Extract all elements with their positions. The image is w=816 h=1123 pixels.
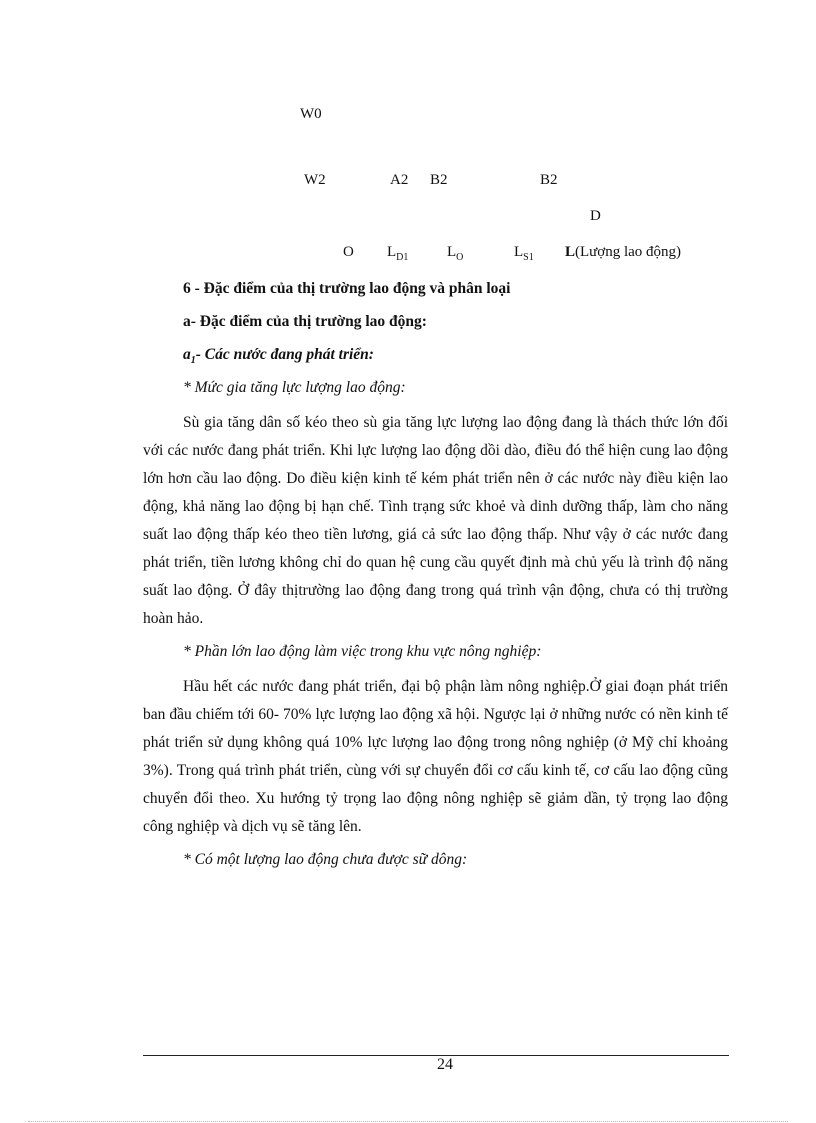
label-ld1: $L_{D1}$ [387,244,409,263]
document-body [143,276,728,881]
subheading-agriculture: * Phần lớn lao động làm việc trong khu vực nông nghiệp: [183,643,542,660]
label-l-axis: L(Lượng lao động) [565,244,682,260]
paragraph-agriculture: Hầu hết các nước đang phát triển, đại bộ phận làm nông nghiệp.Ở giai đoạn phát triển ban đầu chiếm tới 60- 70% lực lượng lao động xã hội. Ngược lại ở những nước có nền kinh tế phát triển sử dụng không quá 10% lực lượng lao động trong nông nghiệp (ở Mỹ chỉ khoảng 3%). Trong quá trình phát triển, cùng với sự chuyển đổi cơ cấu kinh tế, cơ cấu lao động cũng chuyển đổi theo. Xu hướng tỷ trọng lao động nông nghiệp sẽ giảm dần, tỷ trọng lao động công nghiệp và dịch vụ sẽ tăng lên. [143,678,728,835]
page-number: 24 [437,1056,453,1073]
paragraph-labor-growth: Sù gia tăng dân số kéo theo sù gia tăng lực lượng lao động đang là thách thức lớn đối với các nước đang phát triển. Khi lực lượng lao động dồi dào, điều đó thể hiện cung lao động lớn hơn cầu lao động. Do điều kiện kinh tế kém phát triển nên ở các nước này điều kiện lao động, khả năng lao động bị hạn chế. Tình trạng sức khoẻ và dinh dưỡng thấp, làm cho năng suất lao động thấp kéo theo tiền lương, giá cả sức lao động thấp. Như vậy ở các nước đang phát triển, tiền lương không chỉ do quan hệ cung cầu quyết định mà chủ yếu là trình độ năng suất lao động. Ở đây thịtrường lao động đang trong quá trình vận động, chưa có thị trường hoàn hảo. [143,414,728,627]
subheading-labor-growth: * Mức gia tăng lực lượng lao động: [183,379,406,396]
section-heading-6: 6 - Đặc điểm của thị trường lao động và phân loại [183,280,511,297]
labor-market-diagram [0,0,816,270]
label-lo: $L_O$ [447,244,464,263]
label-ls1: $L_{S1}$ [514,244,534,263]
section-heading-a1: $a_1-$ Các nước đang phát triển: [183,346,374,366]
label-origin: O [343,244,354,260]
label-w0: W0 [300,106,322,122]
page-edge-dotted-line [28,1121,788,1122]
label-a2: A2 [390,172,409,188]
label-d: D [590,208,601,224]
label-b2-right: B2 [540,172,558,188]
label-b2-left: B2 [430,172,448,188]
subheading-unused-labor: * Có một lượng lao động chưa được sữ dông: [183,851,468,868]
label-w2: W2 [304,172,326,188]
section-heading-a: a- Đặc điểm của thị trường lao động: [183,313,427,330]
